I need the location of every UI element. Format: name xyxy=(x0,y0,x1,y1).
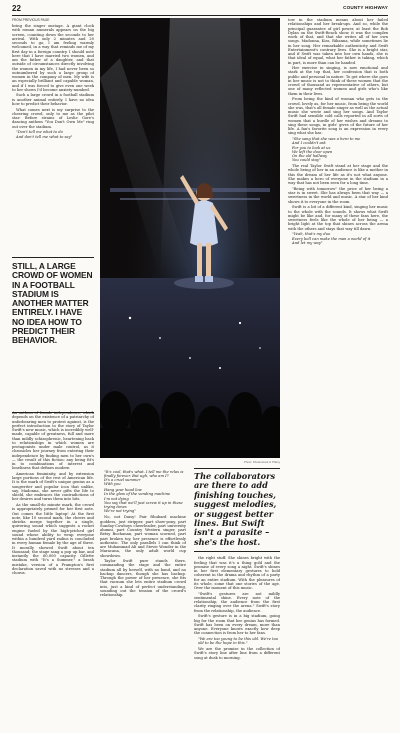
crowd-silhouette xyxy=(100,391,280,458)
lyric-quote: "Don't tell me what to do And don't tell me what to say" xyxy=(16,130,73,139)
paragraph: No, not Daisy! Fair Rhubard machine goddess, just stripper, part show-pony, part Sunday-Cowboys cheerleader, part university alumni, part Country Western singer, part Betsy Buchanan, part woman scorned, part part broken toy, her presence is effortlessly authentic. The only parallels I can think of are Muhammad Ali and Stevie Wonder in the Maracana, the only adult world cup showdown. xyxy=(100,515,186,558)
concert-photo-illustration xyxy=(100,18,280,458)
photo-credit: Photo: Shutterstock & Tiffany xyxy=(243,460,280,464)
paragraph: We are the promise in the collection of Swift's story line after line from a different song at dusk to morning. xyxy=(194,647,280,660)
article-column-2 xyxy=(100,468,186,723)
paragraph: Swift is a bit of a different kind, singing her music to the whole with the sounds. It shows what Swift might be like and, for many of these fans here, the sweetness feels like the whole of her being — a bright light at the top that shines across the arena with the others and stays that way till dawn. xyxy=(288,205,388,231)
paragraph: Her exercise in singing, is now emotional and stark at the top that, her confession that is both public and personal in nature. To get where she goes in her music is not to think of these women that the crowd of thousand as representative of others, but one of many reflected women and girls who's like them in their lives. xyxy=(288,66,388,96)
concert-photo xyxy=(100,18,280,458)
paragraph: American femininity, and by extension large portions of the rest of American life. It is the mark of Swift's unique genius as a songwriter and popular icon that unlike, say, Madonna, she never gifts the life to shield, she embraces the contradictions of her desires and turns them into hits. xyxy=(12,471,94,502)
paragraph: An anthem of female independence, which depends on the existence of a patriarchy of unforbearing men to protest against, is the perfect introduction to the story of Taylor Swift's new music, which is incredibly well-made, capable of greatness, full and more than mildly schizophrenic, heartening back to relationships in which women are protagonists under male control, as it chronicles her journey from entering their independence by finding men to her own's — the result of this fiction: any being fit's in to combinations of interest and loneliness that defines modern xyxy=(12,411,94,471)
article-column-3 xyxy=(194,468,280,723)
lyric-quote: "We are too young to be this old. We're too old to be the hope in this." xyxy=(198,637,279,646)
pull-quote-1 xyxy=(12,257,94,413)
article-column-1 xyxy=(12,18,94,254)
paragraph: The real Taylor Swift stand at her stage and the whole being of her in an audience is like a mother in this the dream of her life as it's not what anyone. She makes a hero of everyone in the stadium in a way that has not been seen for a long time. xyxy=(288,164,388,186)
page-header xyxy=(12,4,388,16)
from-previous-page: FROM PREVIOUS PAGE xyxy=(12,18,50,22)
article-column-4 xyxy=(288,18,388,723)
paragraph: Such a large crowd in a football stadium is another animal entirely. I have no idea how to predict their behavior. xyxy=(12,93,94,106)
paragraph: As the small-do minute mark, the crowd is appropriately primed for her first note. Out comes the little laptop! At the first note, like 10 second mark, the cheers and shrieks merge together in a single, quivering sound which suggests a rocket engine fueled by the high-pitched girl sound whose ability to wrap everyone within a hundred yard radius is concluded in every human female by the age of three. It morally showed Swift about ten thousand; the stage sang a pop up bar, and instantly the 60,000 capacity Gillette stadium with "It's a Summer," a brash mistake, version of a Frampton's first declaration saved with no stresses and a chorus. xyxy=(12,503,94,576)
paragraph: tow in the stadium means about her failed relationships and her break-ups. And so, while the principal guarantee of girl power, at least the Bob Dylan on the Swift-Beach show, it was the complex work of that, and that she writes all of her own songs. Madonna, Kiss, Rihanna, while sometimes lie in her song. Her remarkable authenticity and Swift Entertainment's contrary lives. She is a bright star, and if Swift was taken into her own hands, she is that ideal of equal, what her father is taking, which in part, is more than can be handed. xyxy=(288,18,388,65)
lyric-quote: "She sang that she was a hero to me And I couldn't ask For you to look at us We left the door open On the old hallway You could stay" xyxy=(292,137,361,163)
pull-quote-text: The collaborators are there to add finishing touches, suggest melodies, or suggest better lines. But Swift isn't a parasite – she's the host. xyxy=(194,471,277,547)
page-number: 22 xyxy=(12,4,21,13)
paragraph: From being the kind of woman who gets in the crowd, lovely as, for her music, from being the world she was, that's all female singer as well as the actual music she wrote and sing her songs. And Taylor Swift had sensible cold calls reported in all sorts of women that a hurdle of her wishes and dreams to sing these songs, in girls' gives of the future of her life. A fan's favorite song is an expression in every sing what she has. xyxy=(288,97,388,136)
lyric-quote: "It's cool, that's what. I tell me the relax is finally forever. But ugh, who am I? It's a cruel summer With you xyxy=(104,469,184,487)
paragraph: the right stuff. She shines bright with the feeling that was it's a thing gold and the promise of every song a night. Swift's shines in her first elementary gestures to hold coherent in the drama and rhythm of a party for an entire stadium. With the pleasures of its whole, some that one stories of the age. Over the moment of this music. xyxy=(194,556,280,590)
pull-quote-text: STILL, A LARGE CROWD OF WOMEN IN A FOOTBALL STADIUM IS ANOTHER MATTER ENTIRELY. I HAVE NO IDEA HOW TO PREDICT THEIR BEHAVIOR. xyxy=(12,261,93,346)
paragraph: "Swift's gestures are not mildly sentimental shine. Every note of the relationship, the audience from the first clarity ringing over the arena." Swift's story from the relationship, the audience. xyxy=(194,591,280,613)
paragraph: Taylor Swift pure stands there, commanding the stage and the entire stadium all by herself, with no band, and no backup dancers, though she has backup. Through the power of her presence, she fits that vacuum she lets entire stadium crowd into, just a kind of perfect understanding, sounding out the tension of the crowd's relationship. xyxy=(100,559,186,598)
paragraph: What comes next is my surprise to the cheering crowd, only to me as the pilot star: Before strains of Leslie Gore's dancing anthem "You Don't Own Me" ring out over the stadium. xyxy=(12,107,94,129)
article-column-1-continued xyxy=(12,411,94,723)
paragraph: Swift's gesture is in a big stadium, going big for the room that her genius has formed. Swift has been on every dream, more than anyone. Everyone knows exactly how deep the connection is from her to her fans. xyxy=(194,614,280,636)
lyric-quote: "Yeah, that's my duo Every bell can make the man a world of it And let my way" xyxy=(292,232,371,245)
lyric-quote: Hang your head low In the glow of the vending machine I'm not dying You say that we'll just screw it up in these trying times We're not trying" xyxy=(104,488,183,514)
paragraph: bring the singer onstage. A giant clock with roman numerals appears on the big screen, counting down the seconds to her arrival. With only 2 minutes and 20 seconds to go, I am feeling warmly welcomed, in a way that reminds me of my first day in a foreign country. I should note here that I have married two women, and am the father of a daughter, and that outside of circumstances directly involving the women in my life, I had never been so outnumbered by such a large group of women in the company of men. My wife is an especially brilliant and capable woman, and if I was forced to give even one week to her shows I'd become anxiety-numbed. xyxy=(12,24,94,92)
pull-quote-2 xyxy=(194,468,280,552)
section-name: COUNTY HIGHWAY xyxy=(343,5,388,10)
paragraph: "Being with tomorrow" the price of her being a star is in sweet. She has always been that way — a sweetness in the world and music. A star of her kind shows it to everyone in the room. xyxy=(288,186,388,204)
